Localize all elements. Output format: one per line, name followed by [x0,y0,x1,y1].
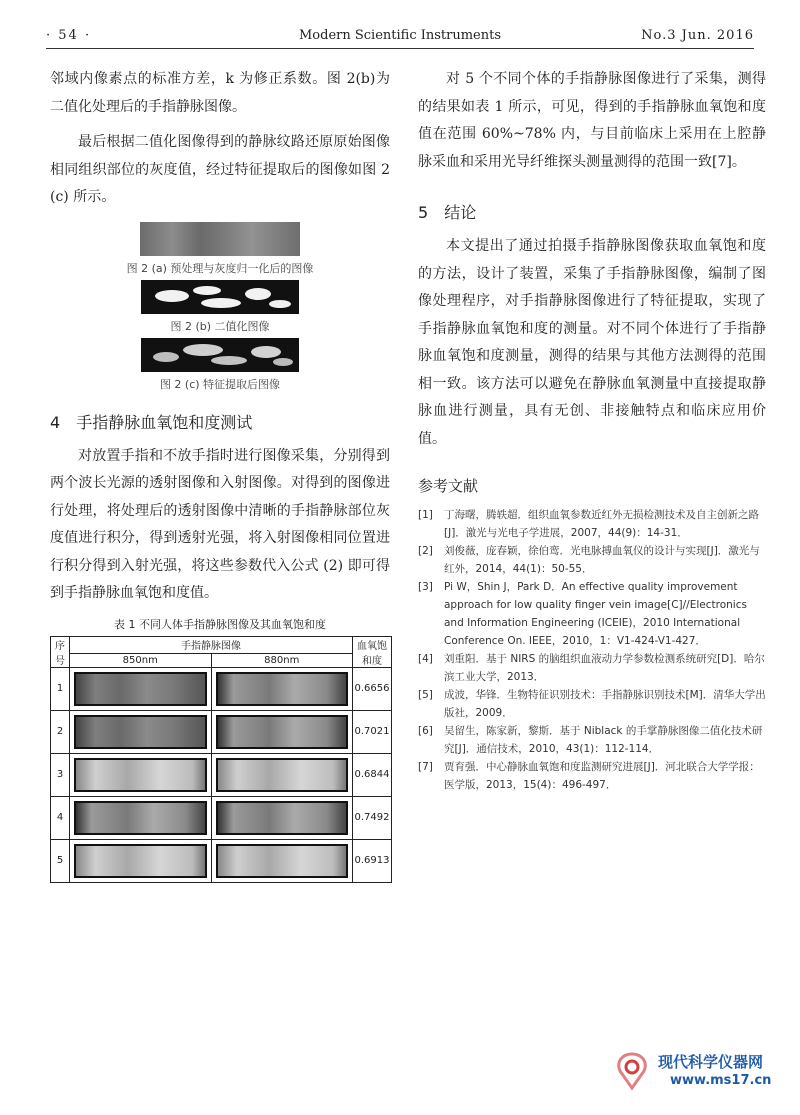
watermark-url: www.ms17.cn [670,1073,772,1088]
reference-item: [6] 吴留生，陈家新，黎斯．基于 Niblack 的手掌静脉图像二值化技术研究[J]．通信技术，2010，43(1)：112-114． [418,725,763,755]
right-column [418,66,766,794]
journal-title: Modern Scientific Instruments [298,28,502,43]
vein-image-850nm [74,844,207,878]
section-title: 结论 [444,203,477,222]
row-index: 2 [51,710,70,753]
watermark-name: 现代科学仪器网 [658,1053,764,1071]
header-880nm: 880nm [211,654,353,667]
figure-caption: 图 2 (c) 特征提取后图像 [159,377,281,391]
reference-item: [1] 丁海曙，腾轶超．组织血氧参数近红外无损检测技术及自主创新之路[J]．激光与光电子学进展，2007，44(9)：14-31． [418,509,759,539]
reference-item: [5] 成波，华锋．生物特征识别技术：手指静脉识别技术[M]．清华大学出版社，2009． [418,689,766,719]
vein-image-880nm [216,844,349,878]
spo2-value: 0.7492 [353,796,392,839]
section-number: 5 [418,203,429,222]
running-header [46,26,754,49]
header-images: 手指静脉图像 [70,636,353,654]
reference-item: [3] Pi W，Shin J，Park D．An effective quality improvement approach for low quality finger vein image[C]//Electronics and Information Engineering (ICEIE)，2010 International Conference On. IEEE，2010，1：V1-424-V1-427． [418,581,747,647]
binarized-vein-image [141,280,299,314]
site-watermark [612,1045,782,1095]
section-heading [50,410,390,433]
row-index: 4 [51,796,70,839]
row-index: 5 [51,839,70,882]
vein-image-880nm [216,801,349,835]
paragraph: 对 5 个不同个体的手指静脉图像进行了采集，测得的结果如表 1 所示，可见，得到的手指静脉血氧饱和度值在范围 60%~78% 内，与目前临床上采用在上腔静脉采血和采用光导纤维探头测量测得的范围一致[7]。 [418,71,766,170]
vein-image-850nm [74,801,207,835]
table-row [51,839,392,882]
vein-image-880nm [216,672,349,706]
left-column [50,66,390,883]
figure-2a [50,222,390,276]
spo2-value: 0.6913 [353,839,392,882]
vein-image-850nm [74,715,207,749]
paragraph: 邻域内像素点的标准方差，k 为修正系数。图 2(b)为二值化处理后的手指静脉图像。 [50,71,390,115]
preprocessed-vein-image [140,222,300,256]
figure-caption: 图 2 (b) 二值化图像 [170,319,270,333]
section-number: 4 [50,412,61,432]
spo2-table [50,636,392,883]
paragraph: 本文提出了通过拍摄手指静脉图像获取血氧饱和度的方法，设计了装置，采集了手指静脉图像，编制了图像处理程序，对手指静脉图像进行了特征提取，实现了手指静脉血氧饱和度的测量。对不同个体进行了手指静脉血氧饱和度测量，测得的结果与其他方法测得的范围相一致。该方法可以避免在静脉血氧测量中直接提取静脉血进行测量，具有无创、非接触特点和临床应用价值。 [418,238,766,447]
table-row [51,667,392,710]
spo2-value: 0.7021 [353,710,392,753]
table-row [51,710,392,753]
section-heading [418,200,766,223]
header-850nm: 850nm [70,654,212,667]
figure-2b [50,280,390,334]
spo2-value: 0.6656 [353,667,392,710]
feature-extracted-vein-image [141,338,299,372]
figure-2c [50,338,390,392]
watermark-logo-icon [612,1051,652,1091]
reference-list [418,506,766,794]
figure-caption: 图 2 (a) 预处理与灰度归一化后的图像 [126,261,314,275]
table-row [51,753,392,796]
references-heading: 参考文献 [418,477,479,495]
table-row [51,796,392,839]
header-index: 序号 [51,636,70,667]
spo2-value: 0.6844 [353,753,392,796]
reference-item: [4] 刘重阳．基于 NIRS 的脑组织血液动力学参数检测系统研究[D]．哈尔滨工业大学，2013． [418,653,765,683]
page-number: · 54 · [46,28,92,43]
row-index: 1 [51,667,70,710]
table-caption: 表 1 不同人体手指静脉图像及其血氧饱和度 [114,617,326,631]
reference-item: [7] 贾育强．中心静脉血氧饱和度监测研究进展[J]．河北联合大学学报：医学版，2013，15(4)：496-497． [418,761,760,791]
paragraph: 对放置手指和不放手指时进行图像采集，分别得到两个波长光源的透射图像和入射图像。对得到的图像进行处理，将处理后的透射图像中清晰的手指静脉部位灰度值进行积分，得到透射光强，将入射图像相同位置进行积分得到入射光强，将这些参数代入公式 (2) 即可得到手指静脉血氧饱和度值。 [50,447,390,601]
vein-image-850nm [74,672,207,706]
vein-image-880nm [216,758,349,792]
vein-image-850nm [74,758,207,792]
section-title: 手指静脉血氧饱和度测试 [76,412,253,432]
paragraph: 最后根据二值化图像得到的静脉纹路还原原始图像相同组织部位的灰度值，经过特征提取后的图像如图 2 (c) 所示。 [50,134,390,205]
issue-info: No.3 Jun. 2016 [641,28,754,43]
row-index: 3 [51,753,70,796]
header-spo2: 血氧饱和度 [353,636,392,667]
reference-item: [2] 刘俊薇，庞春颖，徐伯鸾．光电脉搏血氧仪的设计与实现[J]．激光与红外，2014，44(1)：50-55． [418,545,760,575]
vein-image-880nm [216,715,349,749]
